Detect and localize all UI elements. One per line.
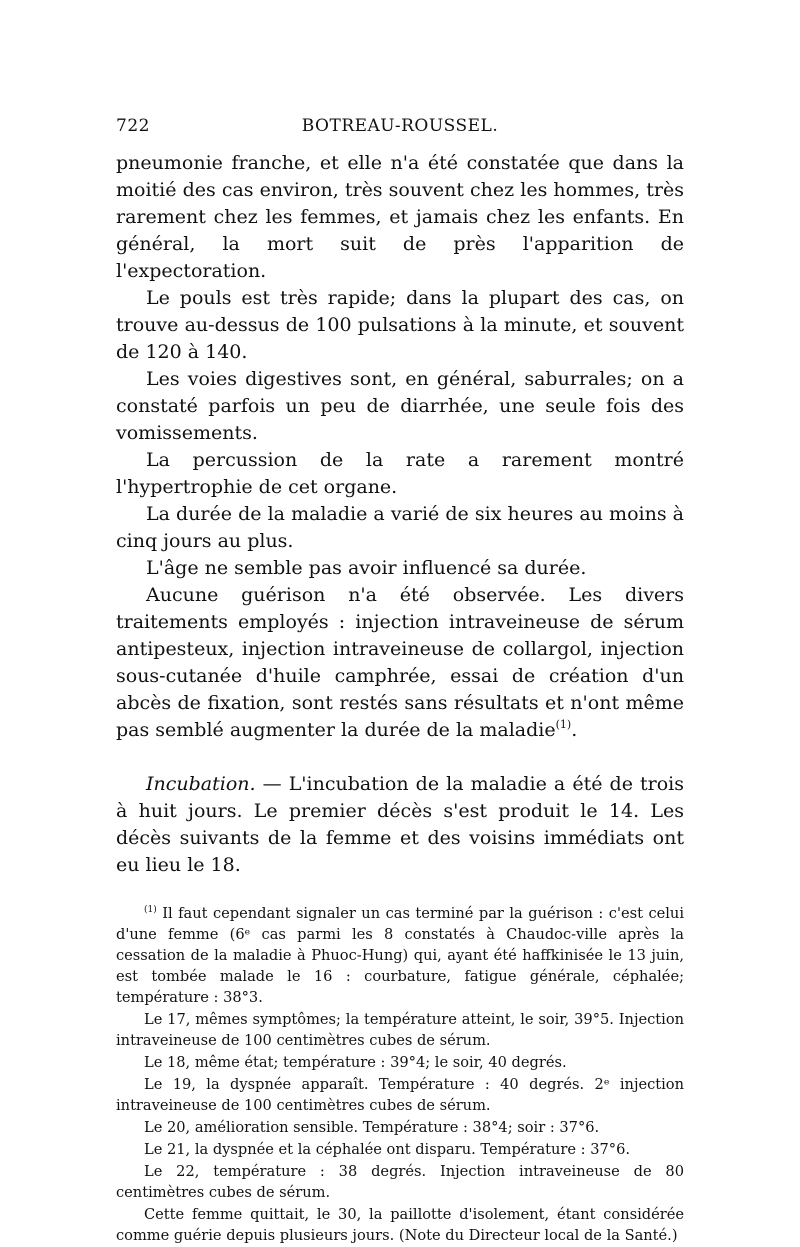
paragraph-4: La percussion de la rate a rarement montré l'hypertrophie de cet organe. [116, 449, 684, 498]
paragraph-7-text: Aucune guérison n'a été observée. Les divers traitements employés : injection intraveineuse de sérum antipesteux, injection intraveineuse de collargol, injection sous-cutanée d'huile camphrée, essai de création d'un abcès de fixation, sont restés sans résultats et n'ont même pas semblé augmenter la durée de la maladie [116, 584, 684, 741]
paragraph-7 [116, 582, 684, 744]
footnote-line-21: Le 21, la dyspnée et la céphalée ont disparu. Température : 37°6. [144, 1141, 631, 1158]
paragraph-7-end: . [571, 719, 578, 741]
footnote-line-19: Le 19, la dyspnée apparaît. Température : 40 degrés. 2ᵉ injection intraveineuse de 100 centimètres cubes de sérum. [116, 1076, 684, 1114]
footnote-line-22: Le 22, température : 38 degrés. Injection intraveineuse de 80 centimètres cubes de sérum. [116, 1163, 684, 1201]
footnote-mark: (1) [144, 905, 157, 915]
paragraph-5: La durée de la maladie a varié de six heures au moins à cinq jours au plus. [116, 503, 684, 552]
incubation-heading: Incubation. [146, 773, 256, 795]
footnote-1-text: Il faut cependant signaler un cas terminé par la guérison : c'est celui d'une femme (6ᵉ cas parmi les 8 constatés à Chaudoc-ville après la cessation de la maladie à Phuoc-Hung) qui, ayant été haffkinisée le 13 juin, est tombée malade le 16 : courbature, fatigue générale, céphalée; température : 38°3. [116, 905, 684, 1006]
page-number: 722 [116, 116, 150, 136]
section-spacer [116, 744, 684, 771]
footnote-line-18: Le 18, même état; température : 39°4; le soir, 40 degrés. [144, 1054, 567, 1071]
running-title: BOTREAU-ROUSSEL. [301, 116, 499, 136]
footnote-1 [116, 903, 684, 1008]
paragraph-1: pneumonie franche, et elle n'a été constatée que dans la moitié des cas environ, très souvent chez les hommes, très rarement chez les femmes, et jamais chez les enfants. En général, la mort suit de près l'apparition de l'expectoration. [116, 152, 684, 282]
paragraph-6: L'âge ne semble pas avoir influencé sa durée. [146, 557, 587, 579]
footnote-line-30: Cette femme quittait, le 30, la paillotte d'isolement, étant considérée comme guérie depuis plusieurs jours. (Note du Directeur local de la Santé.) [116, 1206, 684, 1244]
running-head [116, 112, 684, 142]
body-text [116, 150, 684, 879]
paragraph-2: Le pouls est très rapide; dans la plupart des cas, on trouve au-dessus de 100 pulsations à la minute, et souvent de 120 à 140. [116, 287, 684, 363]
footnote-line-20: Le 20, amélioration sensible. Température : 38°4; soir : 37°6. [144, 1119, 600, 1136]
paragraph-3: Les voies digestives sont, en général, saburrales; on a constaté parfois un peu de diarrhée, une seule fois des vomissements. [116, 368, 684, 444]
footnote-reference: (1) [555, 718, 572, 731]
book-page [116, 112, 684, 1247]
footnotes [116, 903, 684, 1246]
paragraph-incubation [116, 771, 684, 879]
footnote-line-17: Le 17, mêmes symptômes; la température atteint, le soir, 39°5. Injection intraveineuse de 100 centimètres cubes de sérum. [116, 1011, 684, 1049]
incubation-text: — L'incubation de la maladie a été de trois à huit jours. Le premier décès s'est produit le 14. Les décès suivants de la femme et des voisins immédiats ont eu lieu le 18. [116, 773, 684, 876]
